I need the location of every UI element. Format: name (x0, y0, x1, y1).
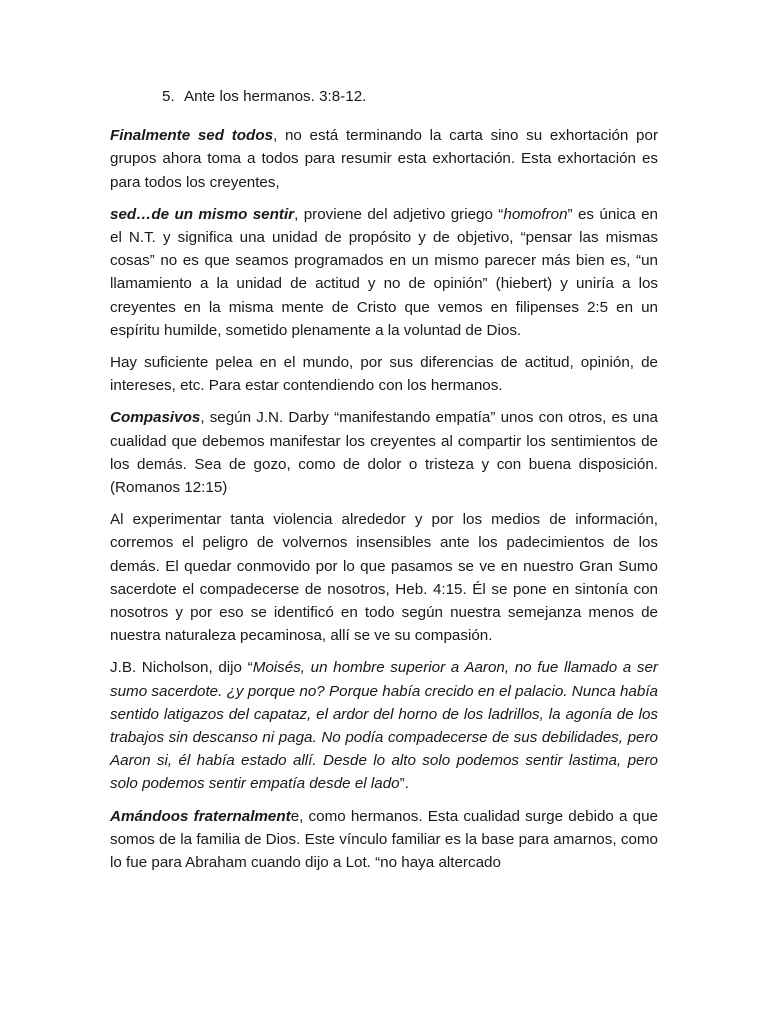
page-content (110, 85, 658, 883)
paragraph-amandoos (110, 805, 658, 875)
paragraph-text: e, como hermanos. Esta cualidad surge debido a que somos de la familia de Dios. Este vínculo familiar es la base para amarnos, como lo fue para Abraham cuando dijo a Lot. “no haya altercado (110, 807, 658, 872)
term-amandoos: Amándoos fraternalment (110, 807, 291, 825)
paragraph-text: , proviene del adjetivo griego “ (294, 205, 504, 223)
term-mismo-sentir: sed…de un mismo sentir (110, 205, 295, 223)
paragraph-pelea (110, 351, 658, 397)
paragraph-compasivos (110, 406, 658, 499)
section-number: 5. (162, 88, 175, 105)
paragraph-mismo-sentir (110, 203, 658, 342)
term-finalmente: Finalmente sed todos (110, 127, 274, 145)
greek-word: homofron (503, 205, 568, 223)
quote-text: Moisés, un hombre superior a Aaron, no fue llamado a ser sumo sacerdote. ¿y porque no? Porque había crecido en el palacio. Nunca había sentido latigazos del capataz, el ardor del horno de los ladrillos, la agonía de los trabajos sin descanso ni paga. No podía compadecerse de sus debilidades, pero Aaron si, él había estado allí. Desde lo alto solo podemos sentir lastima, pero solo podemos sentir empatía desde el lado (110, 659, 658, 793)
term-compasivos: Compasivos (110, 409, 201, 427)
paragraph-text: , no está terminando la carta sino su exhortación por grupos ahora toma a todos para resumir esta exhortación. Esta exhortación es para todos los creyentes, (110, 127, 659, 191)
paragraph-violencia (110, 508, 658, 647)
paragraph-finalmente (110, 124, 658, 194)
paragraph-nicholson (110, 656, 658, 795)
paragraph-text: Hay suficiente pelea en el mundo, por sus diferencias de actitud, opinión, de intereses, etc. Para estar contendiendo con los hermanos. (110, 354, 658, 395)
section-heading (110, 85, 658, 108)
paragraph-text: , según J.N. Darby “manifestando empatía” unos con otros, es una cualidad que debemos manifestar los creyentes al compartir los sentimientos de los demás. Sea de gozo, como de dolor o tristeza y con buena disposición. (Romanos 12:15) (110, 409, 658, 497)
section-title: Ante los hermanos. 3:8-12. (184, 88, 367, 105)
paragraph-text: ” es única en el N.T. y significa una unidad de propósito y de objetivo, “pensar las mismas cosas” no es que seamos programados en un mismo parecer más bien es, “un llamamiento a la unidad de actitud y no de opinión” (hiebert) y uniría a los creyentes en la misma mente de Cristo que vemos en filipenses 2:5 en un espíritu humilde, sometido plenamente a la voluntad de Dios. (110, 205, 658, 339)
quote-close: ”. (399, 775, 409, 793)
paragraph-text: Al experimentar tanta violencia alrededor y por los medios de información, corremos el peligro de volvernos insensibles ante los padecimientos de los demás. El quedar conmovido por lo que pasamos se ve en nuestro Gran Sumo sacerdote el compadecerse de nosotros, Heb. 4:15. Él se pone en sintonía con nosotros y por eso se identificó en todo según nuestra semejanza menos de nuestra naturaleza pecaminosa, allí se ve su compasión. (110, 511, 658, 645)
quote-author: J.B. Nicholson, dijo “ (110, 659, 253, 677)
